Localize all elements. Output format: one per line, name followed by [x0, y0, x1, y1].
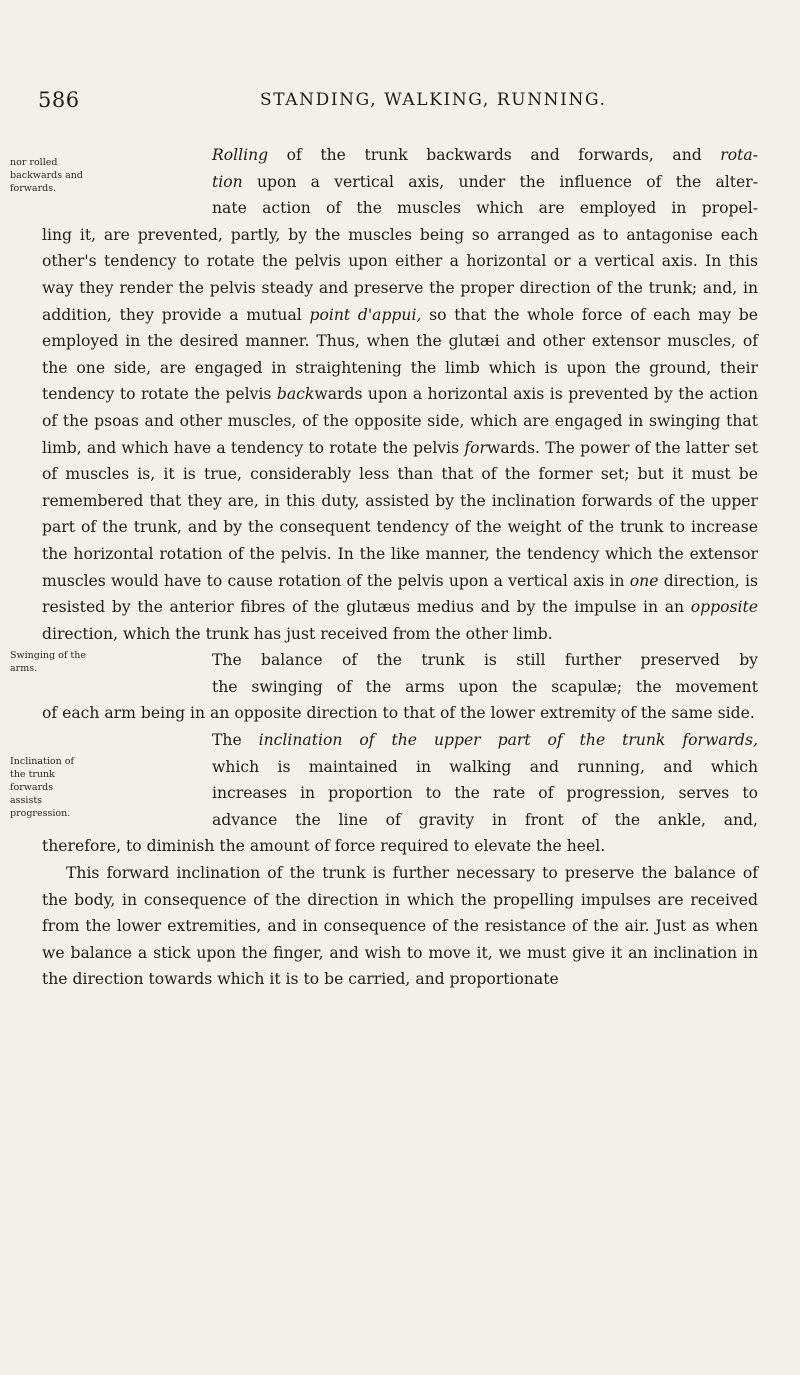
italic-term: tion — [212, 172, 243, 191]
text-line: increases in proportion to the rate of progression, serves to — [212, 784, 758, 803]
text-line: The balance of the trunk is still further preserved by — [212, 651, 758, 670]
side-note-inclination: Inclination of the trunk forwards assists progression. — [10, 756, 74, 820]
italic-term: one — [629, 571, 659, 590]
text-line: Rolling of the trunk backwards and forwards, and rota- — [212, 146, 758, 164]
paragraph-text: ling it, are prevented, partly, by the muscles being so arranged as to antagonise each other's tendency to rotate the pelvis upon either a horizontal or a vertical axis. In this way they render the pelvis steady and preserve the proper direction of the trunk; and, in addition, they provide a mutual point d'appui, so that the whole force of each may be employed in the desired manner. Thus, when the glutæi and other extensor muscles, of the one side, are engaged in straightening the limb which is upon the ground, their tendency to rotate the pelvis backwards upon a horizontal axis is prevented by the action of the psoas and other muscles, of the opposite side, which are engaged in swinging that limb, and which have a tendency to rotate the pelvis forwards. The power of the latter set of muscles is, it is true, considerably less than that of the former set; but it must be remembered that they are, in this duty, assisted by the inclination forwards of the upper part of the trunk, and by the consequent tendency of the weight of the trunk to increase the horizontal rotation of the pelvis. In the like manner, the tendency which the extensor muscles would have to cause rotation of the pelvis upon a vertical axis in one direction, is resisted by the anterior fibres of the glutæus medius and by the impulse in an opposite direction, which the trunk has just received from the other limb. — [42, 225, 759, 643]
text-line: the swinging of the arms upon the scapulæ; the movement — [212, 677, 758, 696]
text-line: tion upon a vertical axis, under the influence of the alter- — [212, 172, 758, 191]
italic-term: for — [464, 438, 487, 457]
text-line: advance the line of gravity in front of the ankle, and, — [212, 810, 758, 829]
italic-term: Rolling — [212, 146, 269, 164]
paragraph-forward-inclination: This forward inclination of the trunk is further necessary to preserve the balance of the body, in consequence of the direction in which the propelling impulses are received from the lower extremities, and in consequence of the resistance of the air. Just as when we balance a stick upon the finger, and wish to move it, we must give it an inclination in the direction towards which it is to be carried, and proportionate — [42, 864, 758, 989]
italic-term: rota- — [720, 146, 758, 164]
side-note-swinging: Swinging of the arms. — [10, 650, 86, 675]
running-head: STANDING, WALKING, RUNNING. — [260, 90, 607, 110]
page-header — [38, 88, 758, 118]
text-line: The inclination of the upper part of the trunk forwards, — [212, 731, 758, 750]
text-line: which is maintained in walking and running, and which — [212, 757, 758, 776]
text-line: nate action of the muscles which are employed in propel- — [212, 199, 758, 218]
side-note-rolled: nor rolled backwards and forwards. — [10, 157, 83, 194]
paragraph-text: therefore, to diminish the amount of force required to elevate the heel. — [42, 837, 606, 856]
page-number: 586 — [38, 88, 80, 112]
paragraph-inclination — [10, 727, 758, 860]
italic-term: point d'appui, — [309, 305, 422, 324]
italic-term: back — [276, 385, 315, 404]
paragraph-rolling — [10, 142, 759, 647]
italic-term: inclination of the upper part of the trunk forwards, — [258, 731, 758, 750]
page-body — [10, 142, 759, 993]
paragraph-text: of each arm being in an opposite direction to that of the lower extremity of the same side. — [42, 704, 755, 723]
paragraph-swinging — [10, 647, 758, 727]
italic-term: opposite — [690, 598, 759, 617]
